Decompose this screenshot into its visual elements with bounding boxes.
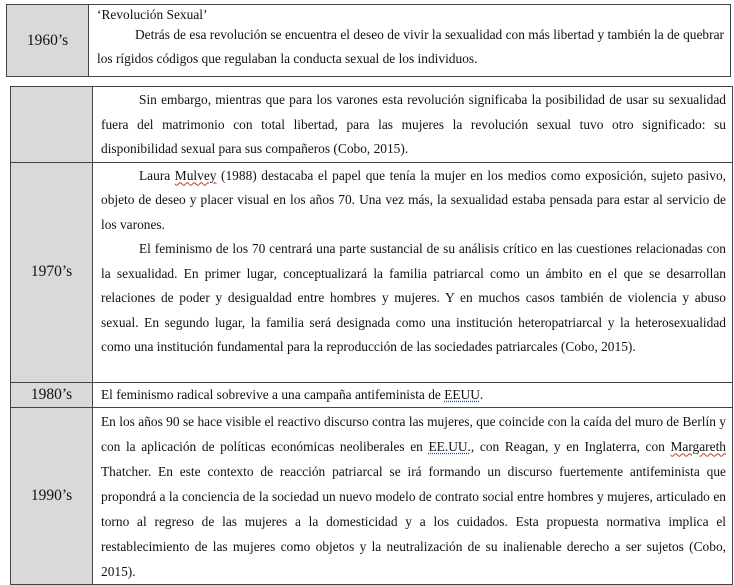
- table-1960s: [6, 4, 731, 77]
- paragraph: Sin embargo, mientras que para los varones esta revolución significaba la posibilidad de usar su sexualidad fuera del matrimonio con total libertad, para las mujeres la revolución sexual tuvo otro significado: su disponibilidad sexual para sus compañeros (Cobo, 2015).: [101, 92, 726, 156]
- abbreviation: EEUU: [444, 387, 480, 402]
- decade-cell: [11, 162, 93, 382]
- decade-cell: [11, 407, 93, 584]
- paragraph: El feminismo de los 70 centrará una parte sustancial de su análisis crítico en las cuestiones relacionadas con la sexualidad. En primer lugar, conceptualizará la familia patriarcal como un ámbito en el que se desarrollan relaciones de poder y desigualdad entre hombres y mujeres. Y en muchos casos también de violencia y abuso sexual. En segundo lugar, la familia será designada como una institución heteropatriarcal y la heterosexualidad como una institución fundamental para la reproducción de las sociedades patriarcales (Cobo, 2015).: [101, 241, 726, 354]
- content-cell: [93, 382, 733, 407]
- text-run: (1988) destacaba el papel que tenía la mujer en los medios como exposición, sujeto pasivo, objeto de deseo y placer visual en los años 70. Una vez más, la sexualidad estaba pensada para estar al servicio de los varones.: [101, 167, 726, 232]
- content-cell: [89, 5, 731, 77]
- decade-cell: [11, 382, 93, 407]
- text-run: , con Reagan, y en Inglaterra, con: [470, 438, 671, 454]
- section-title: ‘Revolución Sexual’: [97, 7, 208, 22]
- text-run: Laura: [139, 167, 175, 183]
- text-run: Thatcher. En este contexto de reacción patriarcal se irá formando un discurso fuertemente antifeminista que propondrá a la conciencia de la sociedad un nuevo modelo de contrato social entre hombres y mujeres, articulado en torno al regreso de las mujeres a la domesticidad y a los cuidados. Esta propuesta normativa implica el restablecimiento de las mujeres como objetos y la neutralización de su inalienable derecho a ser sujetos (Cobo, 2015).: [101, 463, 726, 579]
- person-name: Margareth: [670, 438, 726, 454]
- decade-label: 1990’s: [30, 486, 73, 504]
- abbreviation: EE.UU.: [428, 438, 471, 454]
- paragraph: [101, 164, 726, 238]
- text-run: En los años 90 se hace visible el reactivo discurso contra las mujeres, que coincide con la caída del muro de Berlín y con la aplicación de políticas económicas neoliberales en: [101, 413, 726, 454]
- text-run: El feminismo radical sobrevive a una campaña antifeminista de: [101, 387, 445, 402]
- decade-label: 1970’s: [30, 263, 73, 280]
- paragraph: Detrás de esa revolución se encuentra el deseo de vivir la sexualidad con más libertad y también la de quebrar los rígidos códigos que regulaban la conducta sexual de los individuos.: [97, 27, 724, 66]
- paragraph: [101, 385, 726, 405]
- paragraph: [101, 409, 726, 584]
- content-cell: [93, 87, 733, 163]
- decade-cell-empty: [11, 87, 93, 163]
- decade-label: 1980’s: [30, 385, 73, 403]
- author-name: Mulvey: [174, 167, 217, 183]
- content-cell: [93, 162, 733, 382]
- text-run: .: [479, 387, 484, 402]
- content-cell: [93, 407, 733, 584]
- decade-label: 1960’s: [26, 31, 69, 49]
- decade-cell: [7, 5, 89, 77]
- table-continuation: [10, 86, 733, 585]
